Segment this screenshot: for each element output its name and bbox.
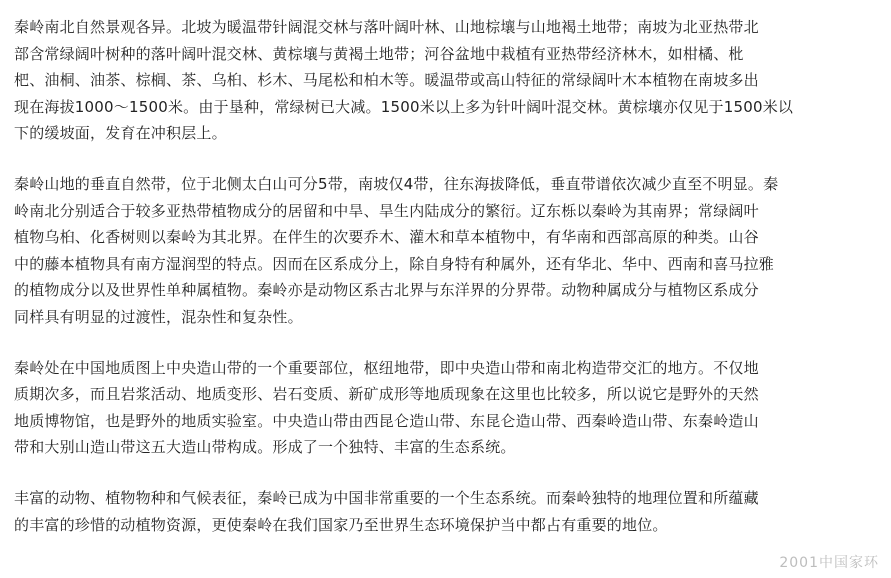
text-line: 现在海拔1000～1500米。由于垦种，常绿树已大减。1500米以上多为针叶阔叶混交林。黄棕壤亦仅见于1500米以: [14, 97, 794, 116]
paragraph-ecosystem: [14, 485, 880, 538]
watermark: 2001中国家环: [779, 555, 879, 571]
text-line: 秦岭南北自然景观各异。北坡为暖温带针阔混交林与落叶阔叶林、山地棕壤与山地褐土地带；南坡为北亚热带北: [14, 18, 759, 36]
text-line: 地质博物馆，也是野外的地质实验室。中央造山带由西昆仑造山带、东昆仑造山带、西秦岭造山带、东秦岭造山: [14, 411, 759, 430]
text-line: 杷、油桐、油茶、棕榈、茶、乌桕、杉木、马尾松和柏木等。暖温带或高山特征的常绿阔叶木本植物在南坡多出: [14, 71, 759, 90]
text-line: 中的藤本植物具有南方湿润型的特点。因而在区系成分上，除自身特有种属外，还有华北、华中、西南和喜马拉雅: [14, 254, 775, 273]
text-line: 秦岭山地的垂直自然带，位于北侧太白山可分5带，南坡仅4带，往东海拔降低，垂直带谱依次减少直至不明显。秦: [14, 174, 779, 193]
text-line: 秦岭处在中国地质图上中央造山带的一个重要部位，枢纽地带，即中央造山带和南北构造带交汇的地方。不仅地: [14, 358, 759, 377]
text-line: 带和大别山造山带这五大造山带构成。形成了一个独特、丰富的生态系统。: [14, 438, 516, 457]
text-line: 的丰富的珍惜的动植物资源，更使秦岭在我们国家乃至世界生态环境保护当中都占有重要的地位。: [14, 515, 668, 534]
text-line: 岭南北分别适合于较多亚热带植物成分的居留和中旱、旱生内陆成分的繁衍。辽东栎以秦岭为其南界；常绿阔叶: [14, 201, 759, 220]
text-line: 部含常绿阔叶树种的落叶阔叶混交林、黄棕壤与黄褐土地带；河谷盆地中栽植有亚热带经济林木，如柑橘、枇: [14, 44, 744, 63]
text-line: 的植物成分以及世界性单种属植物。秦岭亦是动物区系古北界与东洋界的分界带。动物种属成分与植物区系成分: [14, 281, 759, 300]
paragraph-vertical-zones: [14, 171, 880, 331]
text-line: 同样具有明显的过渡性，混杂性和复杂性。: [14, 307, 303, 326]
text-line: 植物乌桕、化香树则以秦岭为其北界。在伴生的次要乔木、灌木和草本植物中，有华南和西部高原的种类。山谷: [14, 228, 759, 247]
paragraph-landscape: [14, 14, 880, 147]
text-line: 质期次多，而且岩浆活动、地质变形、岩石变质、新矿成形等地质现象在这里也比较多，所以说它是野外的天然: [14, 385, 759, 404]
text-line: 下的缓坡面，发育在冲积层上。: [14, 124, 227, 143]
text-line: 丰富的动物、植物物种和气候表征，秦岭已成为中国非常重要的一个生态系统。而秦岭独特的地理位置和所蕴藏: [14, 488, 759, 507]
article-body: [14, 14, 880, 538]
paragraph-geology: [14, 355, 880, 461]
